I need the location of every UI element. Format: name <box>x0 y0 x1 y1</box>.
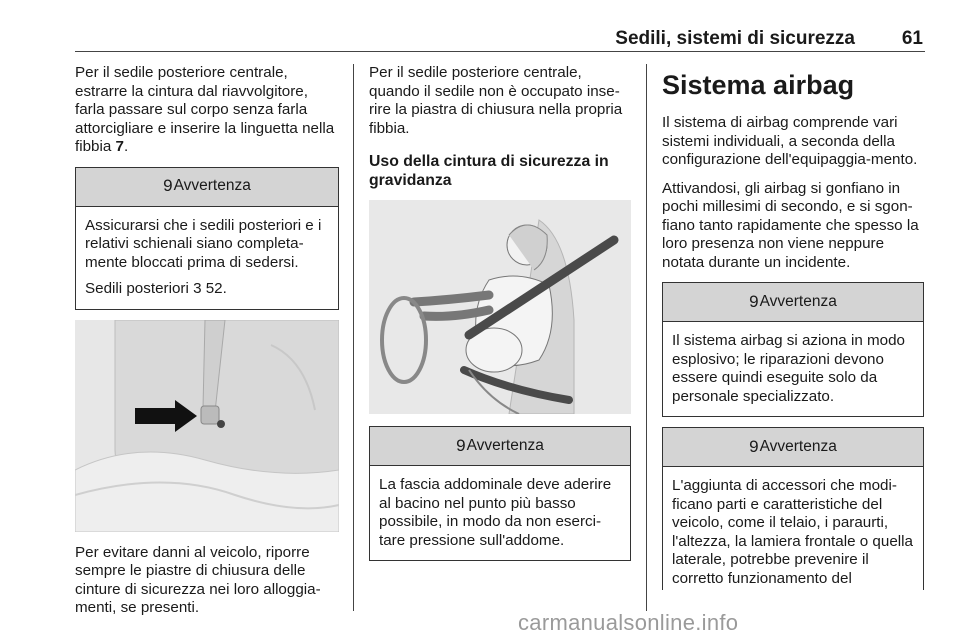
page-header <box>75 28 925 52</box>
warning-body <box>663 467 923 590</box>
warning-title: Avvertenza <box>466 436 544 454</box>
column-3 <box>662 64 924 600</box>
warning-title: Avvertenza <box>759 292 837 310</box>
warning-icon: 9 <box>456 435 466 455</box>
buckle-stowage-drawing <box>75 320 339 532</box>
warning-header <box>370 427 630 466</box>
warning-icon: 9 <box>749 291 759 311</box>
column-separator-1 <box>353 64 354 611</box>
arrow-icon: 3 <box>193 280 202 297</box>
stowage-paragraph: Per evitare danni al veicolo, riporre sempre le piastre di chiusura delle cinture di sicurezza nei loro alloggia-menti, se presenti. <box>75 543 321 616</box>
warning-header <box>663 283 923 322</box>
rear-center-belt-paragraph: Per il sedile posteriore centrale, estrarre la cintura dal riavvolgitore, farla passare sul corpo senza farla attorcigliare e inserire la linguetta nella fibbia 7. <box>75 64 335 155</box>
rear-seat-buckle-illustration <box>75 320 339 532</box>
airbag-heading: Sistema airbag <box>662 70 855 100</box>
warning-body <box>370 466 630 560</box>
warning-text: La fascia addominale deve aderire al bacino nel punto più basso possibile, in modo da non eserci-tare pressione sull'addome. <box>379 476 612 549</box>
warning-text: L'aggiunta di accessori che modi-ficano parti e caratteristiche del veicolo, come il telaio, i paraurti, l'altezza, la lamiera frontale o quella laterale, potrebbe prevenire il corretto funzionamento del <box>672 477 913 587</box>
page-number: 61 <box>901 28 923 49</box>
warning-icon: 9 <box>749 436 759 456</box>
warning-icon: 9 <box>163 176 173 196</box>
warning-crossref: Sedili posteriori 3 52. <box>85 280 227 297</box>
warning-box-seats <box>75 167 339 310</box>
warning-text: Assicurarsi che i sedili posteriori e i relativi schienali siano completa-mente bloccati prima di sedersi. <box>85 216 322 271</box>
warning-box-airbag-repair <box>662 282 924 417</box>
buckle-ref: 7 <box>115 138 124 155</box>
column-separator-2 <box>646 64 647 611</box>
pregnancy-belt-illustration <box>369 200 631 414</box>
pregnant-driver-drawing <box>369 200 631 414</box>
warning-title: Avvertenza <box>759 437 837 455</box>
airbag-intro-paragraph: Il sistema di airbag comprende vari sistemi individuali, a seconda della configurazione dell'equipaggia-mento. <box>662 114 918 168</box>
warning-title: Avvertenza <box>173 177 251 195</box>
watermark: carmanualsonline.info <box>518 610 739 635</box>
header-rule <box>75 51 925 52</box>
warning-text: Il sistema airbag si aziona in modo esplosivo; le riparazioni devono essere quindi eseguite solo da personale specializzato. <box>672 332 905 405</box>
column-1 <box>75 64 339 628</box>
rear-center-empty-paragraph: Per il sedile posteriore centrale, quando il sedile non è occupato inse-rire la piastra di chiusura nella propria fibbia. <box>369 64 623 137</box>
warning-header <box>663 428 923 467</box>
page-title: Sedili, sistemi di sicurezza <box>615 28 855 49</box>
warning-body <box>663 322 923 416</box>
airbag-activation-paragraph: Attivandosi, gli airbag si gonfiano in pochi millesimi di secondo, e si sgon-fiano tanto rapidamente che spesso la loro presenza non viene neppure notata durante un incidente. <box>662 179 919 271</box>
column-2 <box>369 64 631 571</box>
warning-body <box>76 207 338 309</box>
warning-header <box>76 168 338 207</box>
pregnancy-heading: Uso della cintura di sicurezza in gravidanza <box>369 153 609 189</box>
warning-box-accessories <box>662 427 924 590</box>
warning-box-lap-belt <box>369 426 631 561</box>
